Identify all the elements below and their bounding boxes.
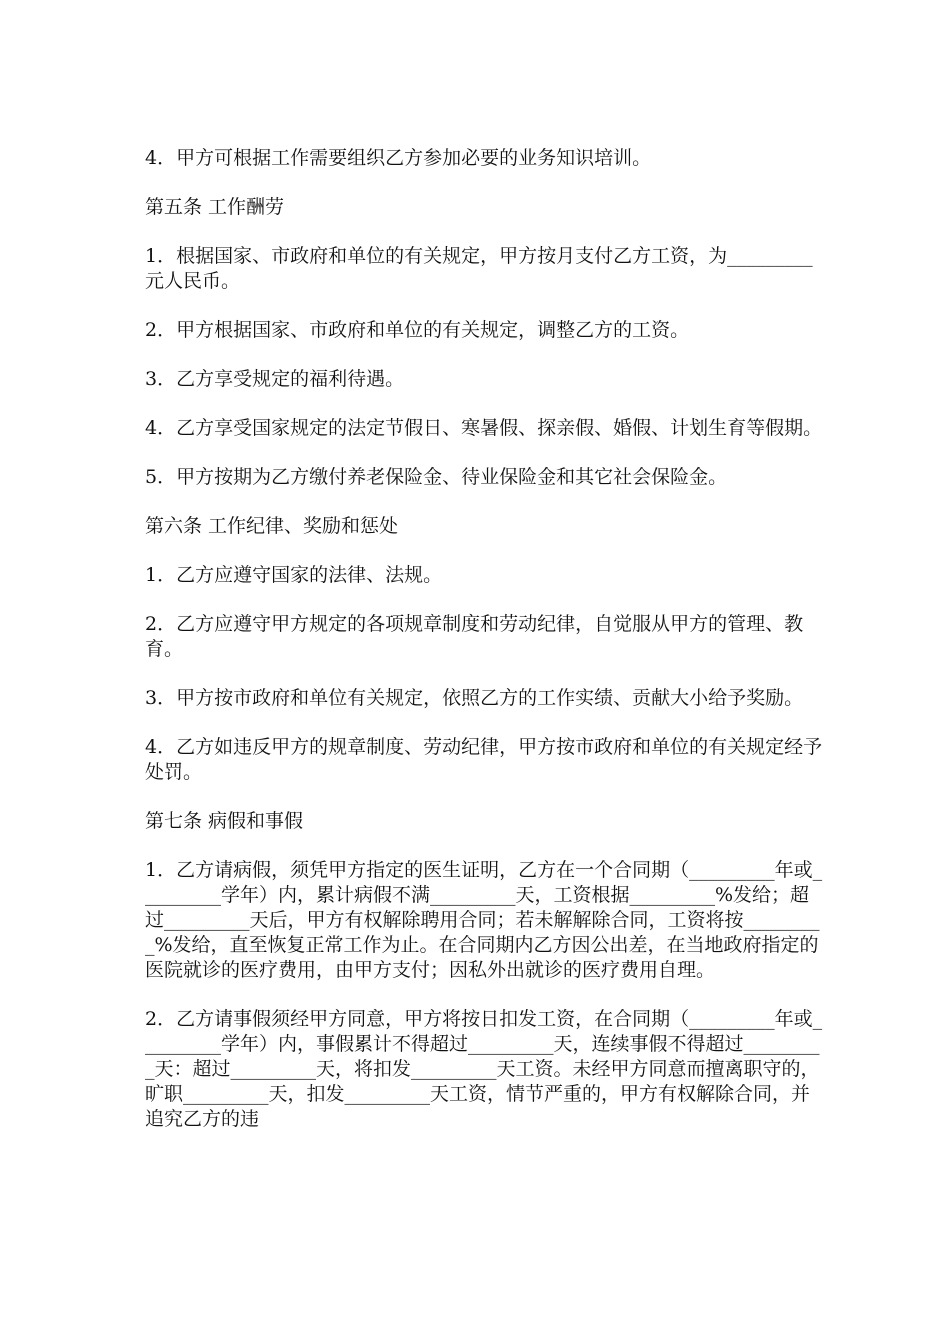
paragraph-training: 4．甲方可根据工作需要组织乙方参加必要的业务知识培训。 [145,147,652,169]
paragraph-law: 1．乙方应遵守国家的法律、法规。 [145,564,443,586]
paragraph-welfare: 3．乙方享受规定的福利待遇。 [145,368,405,390]
section-heading-7: 第七条 病假和事假 [145,810,304,832]
paragraph-rules: 2．乙方应遵守甲方规定的各项规章制度和劳动纪律，自觉服从甲方的管理、教育。 [145,613,804,660]
paragraph-salary-adjust: 2．甲方根据国家、市政府和单位的有关规定，调整乙方的工资。 [145,319,690,341]
document-body [145,146,825,1156]
paragraph-holidays: 4．乙方享受国家规定的法定节假日、寒暑假、探亲假、婚假、计划生育等假期。 [145,417,823,439]
paragraph-penalties: 4．乙方如违反甲方的规章制度、劳动纪律，甲方按市政府和单位的有关规定经予处罚。 [145,736,823,783]
section-heading-5: 第五条 工作酬劳 [145,196,285,218]
paragraph-sick-leave: 1．乙方请病假，须凭甲方指定的医生证明，乙方在一个合同期（_________年或_________学年）内，累计病假不满_________天，工资根据_________%发给；超过_________天后，甲方有权解除聘用合同；若未解解除合同，工资将按_________%发给，直至恢复正常工作为止。在合同期内乙方因公出差，在当地政府指定的医院就诊的医疗费用，由甲方支付；因私外出就诊的医疗费用自理。 [145,859,823,981]
section-heading-6: 第六条 工作纪律、奖励和惩处 [145,515,399,537]
paragraph-salary: 1．根据国家、市政府和单位的有关规定，甲方按月支付乙方工资，为_________元人民币。 [145,245,813,292]
paragraph-insurance: 5．甲方按期为乙方缴付养老保险金、待业保险金和其它社会保险金。 [145,466,728,488]
paragraph-rewards: 3．甲方按市政府和单位有关规定，依照乙方的工作实绩、贡献大小给予奖励。 [145,687,804,709]
paragraph-personal-leave: 2．乙方请事假须经甲方同意，甲方将按日扣发工资，在合同期（_________年或_________学年）内，事假累计不得超过_________天，连续事假不得超过_________天：超过_________天，将扣发_________天工资。未经甲方同意而擅离职守的，旷职_________天，扣发_________天工资，情节严重的，甲方有权解除合同，并追究乙方的违 [145,1008,823,1130]
